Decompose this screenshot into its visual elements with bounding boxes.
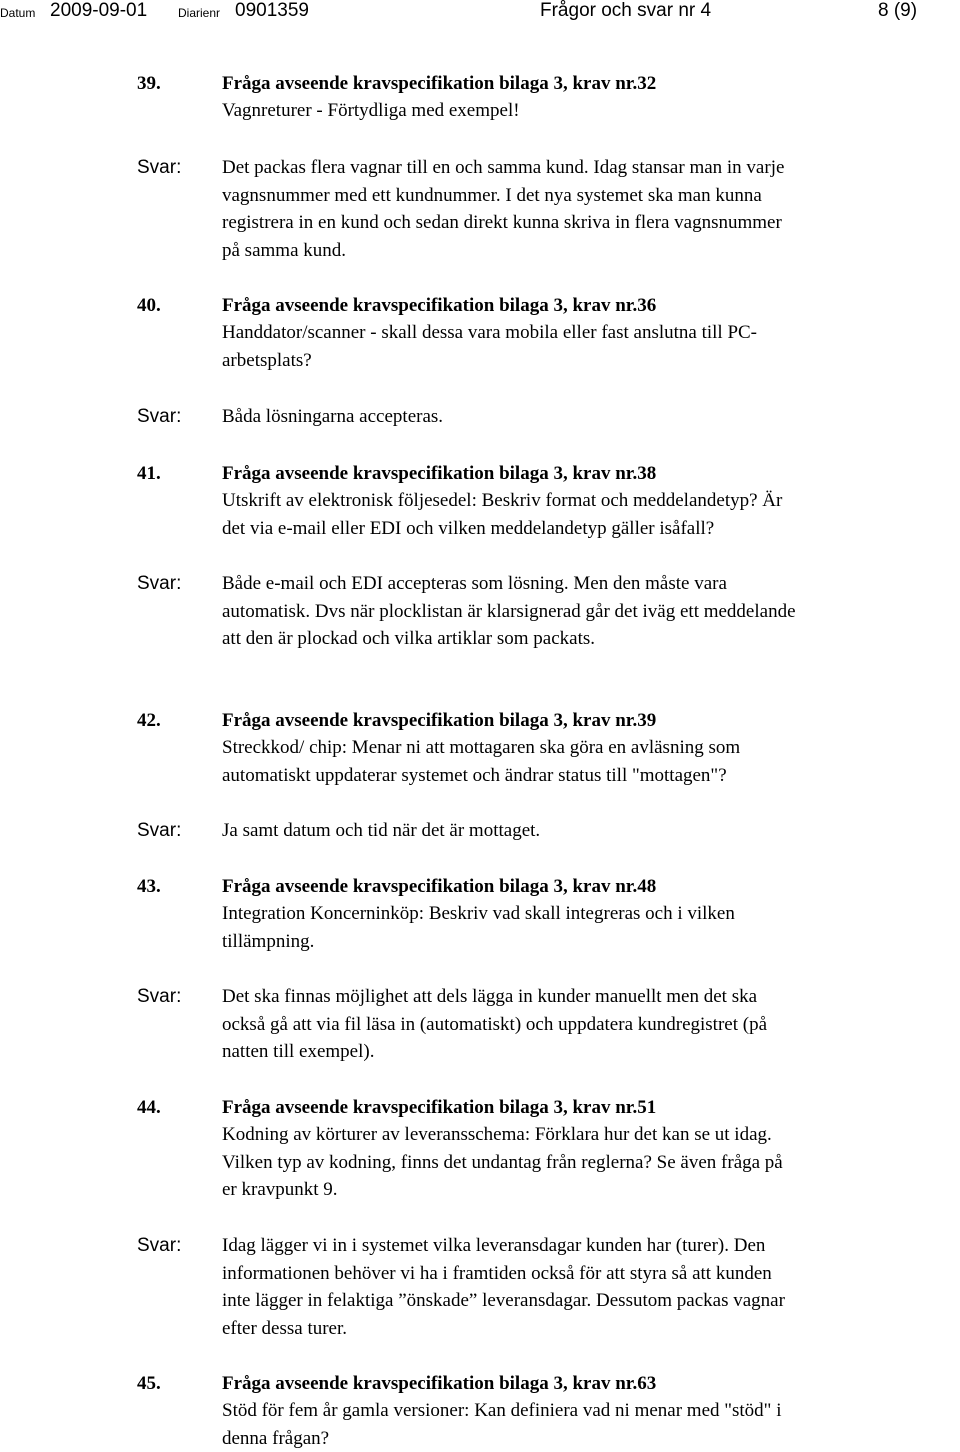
answer-line: Båda lösningarna accepteras. [222,406,444,427]
answer-line: på samma kund. [222,239,347,261]
question-text [222,1121,942,1204]
answer-label: Svar: [137,986,182,1007]
question-number: 41. [137,463,161,484]
question-line: Vilken typ av kodning, finns det undantag från reglerna? Se även fråga på [222,1151,783,1173]
question-number: 43. [137,876,161,897]
question-line: Vagnreturer - Förtydliga med exempel! [222,100,520,121]
answer-label: Svar: [137,573,182,594]
question-title: Fråga avseende kravspecifikation bilaga 3, krav nr.63 [222,1373,657,1394]
question-title: Fråga avseende kravspecifikation bilaga 3, krav nr.48 [222,876,657,897]
answer-line: Ja samt datum och tid när det är mottaget. [222,820,541,841]
question-line: er kravpunkt 9. [222,1179,338,1200]
question-line: arbetsplats? [222,349,312,371]
question-text [222,319,942,374]
question-title: Fråga avseende kravspecifikation bilaga 3, krav nr.39 [222,710,657,731]
question-line: automatiskt uppdaterar systemet och ändrar status till "mottagen"? [222,764,727,786]
datum-value: 2009-09-01 [50,0,148,21]
question-text [222,1397,942,1452]
answer-text [222,983,942,1066]
document-title: Frågor och svar nr 4 [540,0,712,21]
question-line: det via e-mail eller EDI och vilken meddelandetyp gäller isåfall? [222,517,715,539]
diarienr-value: 0901359 [235,0,309,21]
question-title: Fråga avseende kravspecifikation bilaga 3, krav nr.32 [222,73,657,94]
answer-text [222,817,942,845]
answer-line: också gå att via fil läsa in (automatiskt) och uppdatera kundregistret (på [222,1013,768,1035]
diarienr-label: Diarienr [178,6,221,20]
question-number: 42. [137,710,161,731]
question-line: Handdator/scanner - skall dessa vara mobila eller fast anslutna till PC- [222,322,758,343]
question-number: 40. [137,295,161,316]
answer-line: natten till exempel). [222,1041,375,1062]
question-number: 45. [137,1373,161,1394]
document-header [0,0,960,30]
answer-line: informationen behöver vi ha i framtiden också för att styra så att kunden [222,1262,772,1284]
question-line: denna frågan? [222,1427,330,1449]
question-text [222,900,942,955]
datum-label: Datum [0,6,36,20]
answer-line: Det packas flera vagnar till en och samma kund. Idag stansar man in varje [222,157,785,178]
answer-line: vagnsnummer med ett kundnummer. I det nya systemet ska man kunna [222,184,762,206]
question-text [222,487,942,542]
answer-text [222,1232,942,1342]
question-line: Integration Koncerninköp: Beskriv vad skall integreras och i vilken [222,903,735,924]
question-line: Streckkod/ chip: Menar ni att mottagaren ska göra en avläsning som [222,737,741,758]
answer-line: att den är plockad och vilka artiklar som packats. [222,628,596,649]
question-line: Stöd för fem år gamla versioner: Kan definiera vad ni menar med "stöd" i [222,1400,782,1421]
answer-line: Både e-mail och EDI accepteras som lösning. Men den måste vara [222,573,727,594]
question-title: Fråga avseende kravspecifikation bilaga 3, krav nr.36 [222,295,657,316]
question-number: 39. [137,73,161,94]
answer-line: efter dessa turer. [222,1317,348,1339]
question-text [222,97,942,125]
question-title: Fråga avseende kravspecifikation bilaga 3, krav nr.51 [222,1097,657,1118]
question-number: 44. [137,1097,161,1118]
answer-label: Svar: [137,157,182,178]
question-line: Utskrift av elektronisk följesedel: Beskriv format och meddelandetyp? Är [222,490,783,511]
page-number: 8 (9) [878,0,918,21]
answer-text [222,403,942,431]
answer-text [222,570,942,653]
question-title: Fråga avseende kravspecifikation bilaga 3, krav nr.38 [222,463,657,484]
answer-line: Det ska finnas möjlighet att dels lägga in kunder manuellt men det ska [222,986,758,1007]
answer-label: Svar: [137,820,182,841]
answer-label: Svar: [137,406,182,427]
answer-line: registrera in en kund och sedan direkt kunna skriva in flera vagnsnummer [222,212,782,233]
answer-line: Idag lägger vi in i systemet vilka leveransdagar kunden har (turer). Den [222,1235,766,1256]
answer-line: inte lägger in felaktiga ”önskade” leveransdagar. Dessutom packas vagnar [222,1290,785,1311]
question-text [222,734,942,789]
question-line: Kodning av körturer av leveransschema: Förklara hur det kan se ut idag. [222,1124,772,1145]
answer-line: automatisk. Dvs när plocklistan är klarsignerad går det iväg ett meddelande [222,600,796,622]
answer-text [222,154,942,264]
question-line: tillämpning. [222,930,315,952]
answer-label: Svar: [137,1235,182,1256]
